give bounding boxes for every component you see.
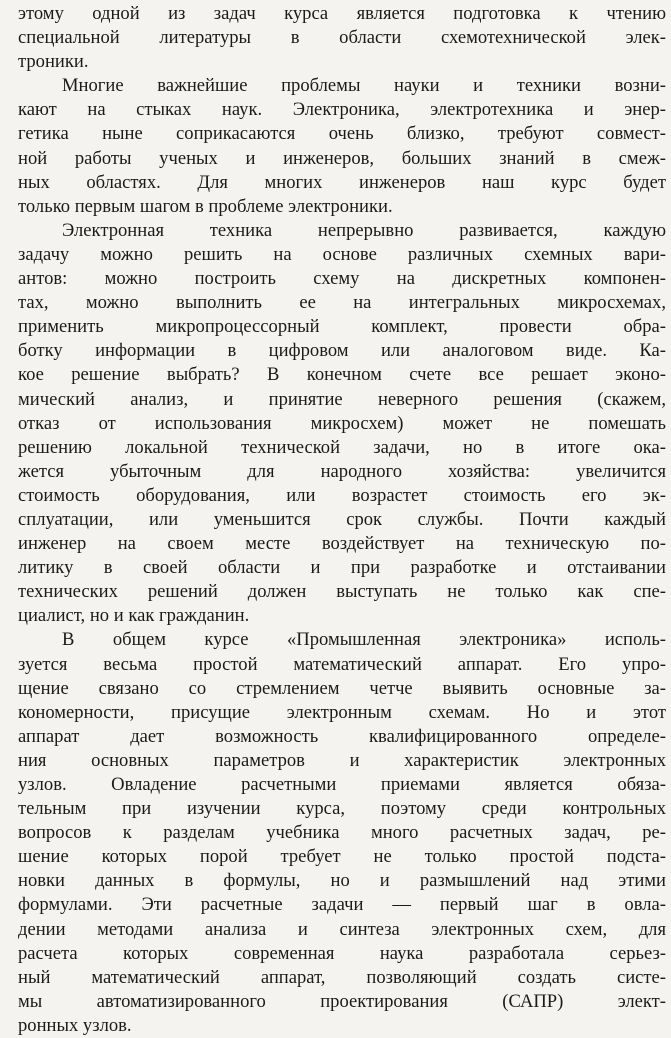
text-line: специальной литературы в области схемотехнической элек-	[18, 27, 666, 49]
text-line: ной работы ученых и инженеров, больших знаний в смеж-	[18, 147, 666, 169]
text-line: решению локальной технической задачи, но в итоге ока-	[18, 436, 666, 458]
text-line: жется убыточным для народного хозяйства: увеличится	[18, 460, 666, 482]
document-page	[18, 2, 666, 1038]
text-line: гетика ныне соприкасаются очень близко, требуют совмест-	[18, 123, 666, 145]
text-line: ных областях. Для многих инженеров наш курс будет	[18, 171, 666, 193]
text-line: Многие важнейшие проблемы науки и техники возни-	[62, 75, 666, 97]
text-line: тах, можно выполнить ее на интегральных микросхемах,	[18, 292, 666, 314]
text-line: инженер на своем месте воздействует на техническую по-	[18, 533, 666, 555]
text-line: Электронная техника непрерывно развивается, каждую	[62, 219, 666, 241]
text-line: технических решений должен выступать не только как спе-	[18, 581, 666, 603]
text-line: ния основных параметров и характеристик электронных	[18, 749, 666, 771]
text-line: тельным при изучении курса, поэтому среди контрольных	[18, 798, 666, 820]
text-line: кое решение выбрать? В конечном счете все решает эконо-	[18, 364, 666, 386]
text-line: сплуатации, или уменьшится срок службы. Почти каждый	[18, 508, 666, 530]
text-line: циалист, но и как гражданин.	[18, 605, 250, 627]
text-line: только первым шагом в проблеме электроники.	[18, 195, 393, 217]
text-line: аппарат дает возможность квалифицированного определе-	[18, 725, 666, 747]
text-line: ный математический аппарат, позволяющий создать систе-	[18, 966, 666, 988]
text-line: расчета которых современная наука разработала серьез-	[18, 942, 666, 964]
text-line: кономерности, присущие электронным схемам. Но и этот	[18, 701, 666, 723]
text-line: мический анализ, и принятие неверного решения (скажем,	[18, 388, 666, 410]
text-line: шение которых порой требует не только простой подста-	[18, 846, 666, 868]
body-text	[18, 2, 666, 1038]
text-line: кают на стыках наук. Электроника, электротехника и энер-	[18, 99, 666, 121]
text-line: стоимость оборудования, или возрастет стоимость его эк-	[18, 484, 666, 506]
text-line: применить микропроцессорный комплект, провести обра-	[18, 316, 666, 338]
text-line: ронных узлов.	[18, 1014, 132, 1036]
text-line: мы автоматизированного проектирования (САПР) элект-	[18, 990, 666, 1012]
text-line: троники.	[18, 51, 89, 73]
text-line: щение связано со стремлением четче выявить основные за-	[18, 677, 666, 699]
text-line: зуется весьма простой математический аппарат. Его упро-	[18, 653, 666, 675]
text-line: этому одной из задач курса является подготовка к чтению	[18, 3, 666, 24]
text-line: антов: можно построить схему на дискретных компонен-	[18, 268, 666, 290]
text-line: формулами. Эти расчетные задачи — первый шаг в овла-	[18, 894, 666, 916]
text-line: новки данных в формулы, но и размышлений над этими	[18, 870, 666, 892]
text-line: задачу можно решить на основе различных схемных вари-	[18, 243, 666, 265]
text-line: отказ от использования микросхем) может не помешать	[18, 412, 666, 434]
text-line: дении методами анализа и синтеза электронных схем, для	[18, 918, 666, 940]
text-line: В общем курсе «Промышленная электроника» исполь-	[62, 629, 666, 651]
text-line: литику в своей области и при разработке и отстаивании	[18, 557, 666, 579]
text-line: узлов. Овладение расчетными приемами является обяза-	[18, 774, 666, 795]
text-line: вопросов к разделам учебника много расчетных задач, ре-	[18, 822, 666, 844]
text-line: ботку информации в цифровом или аналоговом виде. Ка-	[18, 340, 666, 362]
